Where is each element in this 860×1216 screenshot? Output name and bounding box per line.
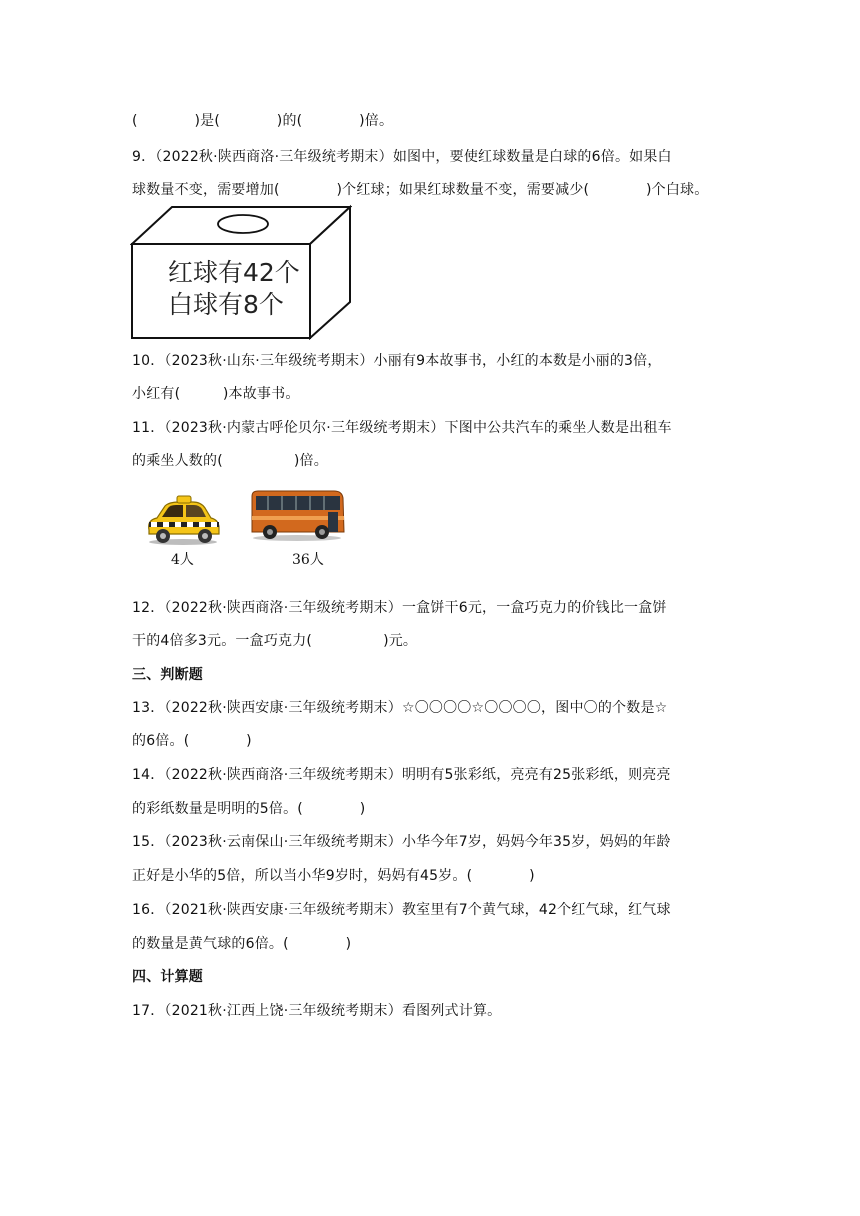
question-15-line-1: 15．（2023秋·云南保山·三年级统考期末）小华今年7岁，妈妈今年35岁，妈妈的年龄 [132,834,671,850]
question-11-line-2: 的乘坐人数的( )倍。 [132,453,328,469]
box-text-red: 红球有42个 [168,258,300,287]
question-14-line-2: 的彩纸数量是明明的5倍。( ) [132,801,366,817]
question-10-line-1: 10．（2023秋·山东·三年级统考期末）小丽有9本故事书，小红的本数是小丽的3倍， [132,353,662,369]
question-14-line-1: 14．（2022秋·陕西商洛·三年级统考期末）明明有5张彩纸，亮亮有25张彩纸，则亮亮 [132,767,671,783]
question-11-line-1: 11．（2023秋·内蒙古呼伦贝尔·三年级统考期末）下图中公共汽车的乘坐人数是出租车 [132,420,672,436]
question-15-line-2: 正好是小华的5倍，所以当小华9岁时，妈妈有45岁。( ) [132,868,535,884]
question-13-line-1: 13．（2022秋·陕西安康·三年级统考期末）☆〇〇〇〇☆〇〇〇〇，图中〇的个数是☆ [132,700,668,716]
question-10-line-2: 小红有( )本故事书。 [132,386,300,402]
question-16-line-1: 16．（2021秋·陕西安康·三年级统考期末）教室里有7个黄气球，42个红气球，红气球 [132,902,671,918]
bus-label: 36人 [292,552,324,568]
box-text-white: 白球有8个 [168,290,284,319]
section-3-heading: 三、判断题 [132,667,203,683]
bus-icon [248,488,346,542]
question-9-line-1: 9．（2022秋·陕西商洛·三年级统考期末）如图中，要使红球数量是白球的6倍。如果白 [132,149,672,165]
question-17-line-1: 17．（2021秋·江西上饶·三年级统考期末）看图列式计算。 [132,1003,502,1019]
taxi-icon [143,494,223,546]
line-blanks: ( )是( )的( )倍。 [132,113,394,129]
question-12-line-2: 干的4倍多3元。一盒巧克力( )元。 [132,633,418,649]
question-16-line-2: 的数量是黄气球的6倍。( ) [132,936,352,952]
question-13-line-2: 的6倍。( ) [132,733,252,749]
question-9-line-2: 球数量不变，需要增加( )个红球；如果红球数量不变，需要减少( )个白球。 [132,182,709,198]
question-12-line-1: 12．（2022秋·陕西商洛·三年级统考期末）一盒饼干6元，一盒巧克力的价钱比一盒饼 [132,600,667,616]
section-4-heading: 四、计算题 [132,969,203,985]
taxi-label: 4人 [171,552,194,568]
